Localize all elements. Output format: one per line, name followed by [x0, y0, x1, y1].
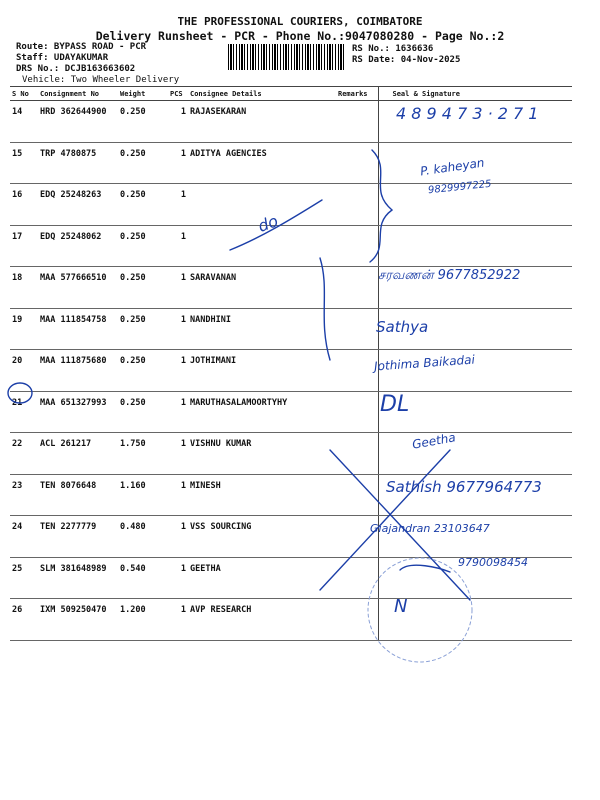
cross-stroke	[320, 450, 450, 590]
cell-weight: 1.750	[118, 433, 168, 475]
cell-weight: 0.250	[118, 308, 168, 350]
cell-pcs: 1	[168, 433, 188, 475]
cell-weight: 0.250	[118, 184, 168, 226]
signature-r21: DL	[380, 392, 410, 417]
header-remarks: Remarks	[336, 87, 378, 101]
cell-weight: 0.250	[118, 267, 168, 309]
cell-sno: 18	[10, 267, 38, 309]
cell-consignee: JOTHIMANI	[188, 350, 336, 392]
cell-weight: 0.540	[118, 557, 168, 599]
circle-mark	[8, 383, 32, 403]
signature-r15-phone: 9829997225	[427, 178, 493, 197]
cell-consignee: MARUTHASALAMOORTYHY	[188, 391, 336, 433]
cell-consignee: RAJASEKARAN	[188, 101, 336, 143]
cell-sno: 15	[10, 142, 38, 184]
brace-stroke	[370, 150, 392, 262]
cell-weight: 1.200	[118, 599, 168, 641]
cell-consignment: TEN 2277779	[38, 516, 118, 558]
cell-sno: 19	[10, 308, 38, 350]
cell-pcs: 1	[168, 599, 188, 641]
rs-date: RS Date: 04-Nov-2025	[352, 55, 461, 65]
cell-sno: 25	[10, 557, 38, 599]
signature-r15-name: P. kaheyan	[419, 155, 486, 179]
header-consignee: Consignee Details	[188, 87, 336, 101]
cell-consignee: VISHNU KUMAR	[188, 433, 336, 475]
cell-sno: 16	[10, 184, 38, 226]
cell-pcs: 1	[168, 474, 188, 516]
cell-weight: 1.160	[118, 474, 168, 516]
cell-weight: 0.250	[118, 391, 168, 433]
cell-pcs: 1	[168, 267, 188, 309]
cell-pcs: 1	[168, 142, 188, 184]
cell-pcs: 1	[168, 391, 188, 433]
drs-label: DRS No.: DCJB163663602	[16, 64, 136, 74]
stamp-circle	[368, 558, 472, 662]
cell-consignment: SLM 381648989	[38, 557, 118, 599]
signature-r26: N	[394, 596, 408, 617]
cell-consignment: TRP 4780875	[38, 142, 118, 184]
signature-r18: சரவணன் 9677852922	[378, 268, 521, 283]
cell-pcs: 1	[168, 101, 188, 143]
signature-r19: Sathya	[376, 318, 429, 336]
cell-consignment: EDQ 25248062	[38, 225, 118, 267]
cell-consignment: ACL 261217	[38, 433, 118, 475]
cell-consignment: MAA 111875680	[38, 350, 118, 392]
cell-sno: 17	[10, 225, 38, 267]
cell-consignment: TEN 8076648	[38, 474, 118, 516]
cell-sno: 23	[10, 474, 38, 516]
route-label: Route: BYPASS ROAD - PCR	[16, 42, 147, 52]
cell-weight: 0.250	[118, 350, 168, 392]
cell-consignee: GEETHA	[188, 557, 336, 599]
cell-consignee: NANDHINI	[188, 308, 336, 350]
cell-sno: 21	[10, 391, 38, 433]
cell-consignee: SARAVANAN	[188, 267, 336, 309]
header-pcs: PCS	[168, 87, 188, 101]
cell-pcs: 1	[168, 225, 188, 267]
cell-consignment: MAA 577666510	[38, 267, 118, 309]
cell-consignment: MAA 651327993	[38, 391, 118, 433]
header-sno: S No	[10, 87, 38, 101]
brace-stroke	[320, 258, 330, 360]
cell-consignment: IXM 509250470	[38, 599, 118, 641]
cell-sno: 14	[10, 101, 38, 143]
cell-consignee: VSS SOURCING	[188, 516, 336, 558]
cell-weight: 0.250	[118, 225, 168, 267]
cell-pcs: 1	[168, 557, 188, 599]
cell-consignment: MAA 111854758	[38, 308, 118, 350]
cell-sno: 22	[10, 433, 38, 475]
cell-weight: 0.250	[118, 101, 168, 143]
vehicle-label: Vehicle: Two Wheeler Delivery	[22, 75, 180, 85]
cell-consignment: EDQ 25248263	[38, 184, 118, 226]
rs-number: RS No.: 1636636	[352, 44, 434, 54]
signature-r22: Geetha	[411, 430, 457, 452]
cell-sno: 20	[10, 350, 38, 392]
cell-weight: 0.250	[118, 142, 168, 184]
header-signature: Seal & Signature	[378, 87, 572, 101]
cell-pcs: 1	[168, 184, 188, 226]
cell-consignment: HRD 362644900	[38, 101, 118, 143]
ditto-mark: do	[255, 211, 281, 236]
staff-label: Staff: UDAYAKUMAR	[16, 53, 109, 63]
runsheet-subtitle: Delivery Runsheet - PCR - Phone No.:9047080280 - Page No.:2	[95, 29, 505, 43]
signature-r20: Jothima Baikadai	[373, 352, 476, 374]
cell-pcs: 1	[168, 516, 188, 558]
header-weight: Weight	[118, 87, 168, 101]
cell-sno: 26	[10, 599, 38, 641]
cell-consignee: AVP RESEARCH	[188, 599, 336, 641]
cell-sno: 24	[10, 516, 38, 558]
cell-consignee: ADITYA AGENCIES	[188, 142, 336, 184]
cell-pcs: 1	[168, 308, 188, 350]
cell-weight: 0.480	[118, 516, 168, 558]
company-title: THE PROFESSIONAL COURIERS, COIMBATORE	[177, 15, 423, 28]
signature-r24: Giajandran 23103647	[370, 522, 490, 535]
signature-r23: Sathish 9677964773	[386, 478, 542, 496]
signature-r25: 9790098454	[458, 556, 528, 569]
cell-pcs: 1	[168, 350, 188, 392]
signature-r14: 4 8 9 4 7 3 · 2 7 1	[396, 104, 539, 123]
cell-consignee: MINESH	[188, 474, 336, 516]
header-consignment: Consignment No	[38, 87, 118, 101]
